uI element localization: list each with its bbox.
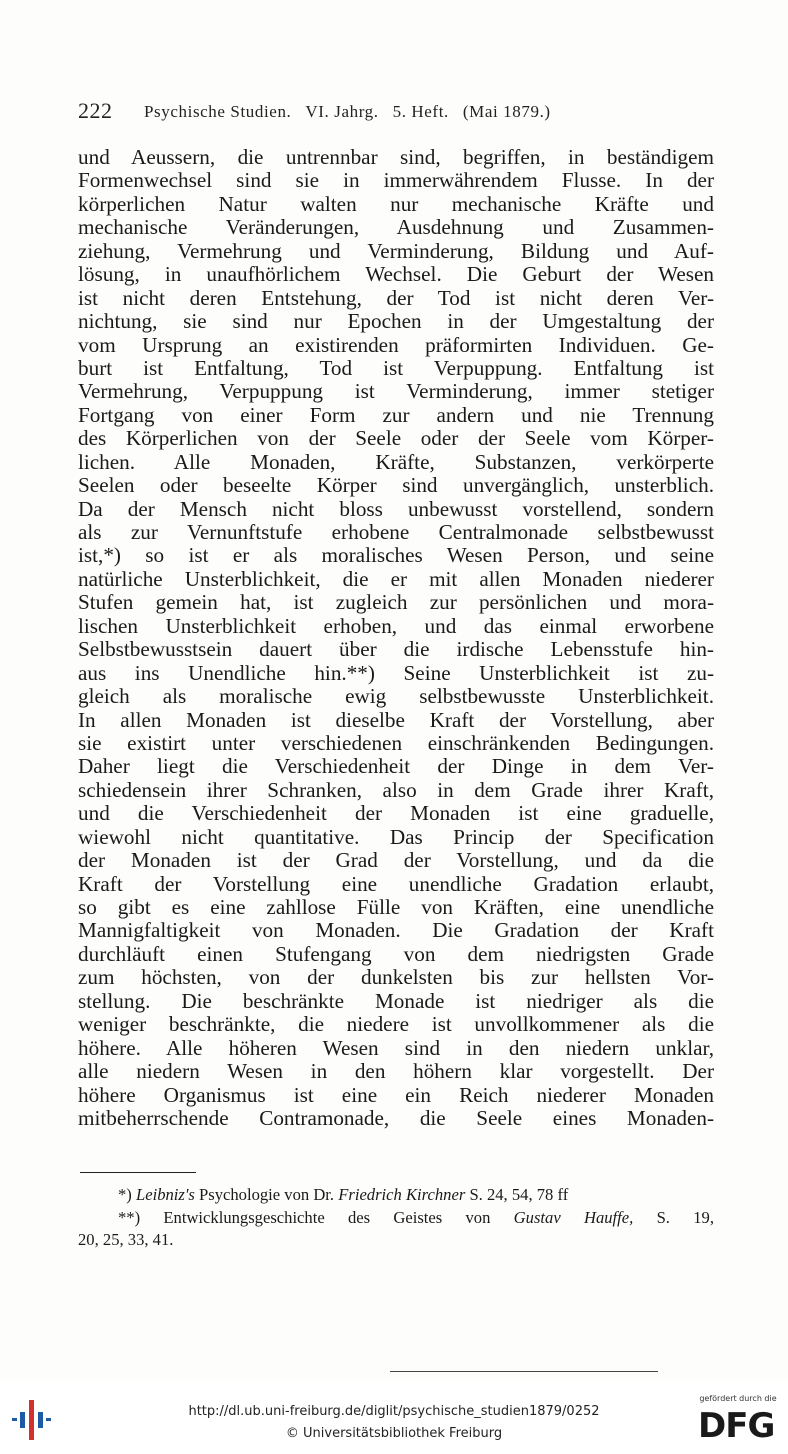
text-line: und Aeussern, die untrennbar sind, begriffen, in beständigem	[78, 145, 714, 169]
text-line: der Monaden ist der Grad der Vorstellung, und da die	[78, 848, 714, 873]
text-line: Daher liegt die Verschiedenheit der Dinge in dem Ver-	[78, 754, 714, 779]
text-line: Mannigfaltigkeit von Monaden. Die Gradation der Kraft	[78, 918, 714, 943]
text-line: burt ist Entfaltung, Tod ist Verpuppung. Entfaltung ist	[78, 355, 714, 380]
issue-label: 5. Heft.	[392, 102, 449, 121]
text-line: weniger beschränkte, die niedere ist unvollkommener als die	[78, 1012, 714, 1037]
text-line: Selbstbewusstsein dauert über die irdische Lebensstufe hin-	[78, 637, 714, 662]
text-line: Fortgang von einer Form zur andern und nie Trennung	[78, 402, 714, 427]
permalink-url[interactable]: http://dl.ub.uni-freiburg.de/diglit/psychische_studien1879/0252	[188, 1404, 600, 1419]
text-line: natürliche Unsterblichkeit, die er mit allen Monaden niederer	[78, 566, 714, 591]
text-line: zum höchsten, von der dunkelsten bis zur hellsten Vor-	[78, 965, 714, 990]
footnote-1-text: Psychologie von Dr.	[199, 1185, 335, 1204]
text-line: lischen Unsterblichkeit erhoben, und das einmal erworbene	[78, 613, 714, 638]
copyright-notice: © Universitätsbibliothek Freiburg	[285, 1426, 503, 1441]
text-line: ist nicht deren Entstehung, der Tod ist nicht deren Ver-	[78, 285, 714, 310]
text-line: Da der Mensch nicht bloss unbewusst vorstellend, sondern	[78, 496, 714, 521]
footnote-1-author: Leibniz's	[135, 1185, 195, 1204]
text-line: aus ins Unendliche hin.**) Seine Unsterblichkeit ist zu-	[78, 660, 714, 685]
footnote-2	[78, 1207, 714, 1230]
text-line: als zur Vernunftstufe erhobene Centralmonade selbstbewusst	[78, 520, 714, 544]
body-text	[78, 146, 714, 1130]
text-line: schiedensein ihrer Schranken, also in dem Grade ihrer Kraft,	[78, 777, 714, 802]
text-line: Stufen gemein hat, ist zugleich zur persönlichen und mora-	[78, 590, 714, 615]
text-line: sie existirt unter verschiedenen einschränkenden Bedingungen.	[78, 730, 714, 755]
footnotes	[78, 1184, 714, 1252]
dfg-logo	[696, 1394, 780, 1450]
running-title	[144, 102, 565, 122]
text-line: In allen Monaden ist dieselbe Kraft der Vorstellung, aber	[78, 707, 714, 732]
text-line: gleich als moralische ewig selbstbewusste Unsterblichkeit.	[78, 684, 714, 709]
text-line: Seelen oder beseelte Körper sind unvergänglich, unsterblich.	[78, 473, 714, 498]
text-line: stellung. Die beschränkte Monade ist niedriger als die	[78, 988, 714, 1013]
text-line: alle niedern Wesen in den höhern klar vorgestellt. Der	[78, 1059, 714, 1084]
running-header	[78, 98, 708, 128]
journal-title: Psychische Studien.	[144, 102, 292, 121]
text-line: ist,*) so ist er als moralisches Wesen Person, und seine	[78, 543, 714, 568]
page-edge-rule	[390, 1371, 658, 1372]
viewer-footer	[0, 1390, 788, 1454]
dfg-caption: gefördert durch die	[699, 1394, 777, 1403]
text-line: lösung, in unaufhörlichem Wechsel. Die Geburt der Wesen	[78, 262, 714, 287]
text-line: lichen. Alle Monaden, Kräfte, Substanzen, verkörperte	[78, 449, 714, 474]
text-line: so gibt es eine zahllose Fülle von Kräften, eine unendliche	[78, 895, 714, 919]
dfg-logo-mark: DFG	[698, 1406, 775, 1446]
text-line: wiewohl nicht quantitative. Das Princip der Specification	[78, 824, 714, 849]
text-line: körperlichen Natur walten nur mechanische Kräfte und	[78, 191, 714, 216]
text-line: ziehung, Vermehrung und Verminderung, Bildung und Auf-	[78, 238, 714, 263]
text-line: vom Ursprung an existirenden präformirten Individuen. Ge-	[78, 332, 714, 357]
footnote-1-name: Friedrich Kirchner	[338, 1185, 466, 1204]
page-number: 222	[78, 98, 113, 123]
issue-date: (Mai 1879.)	[462, 102, 551, 121]
text-line: höhere. Alle höheren Wesen sind in den niedern unklar,	[78, 1035, 714, 1060]
footnote-2-continuation: 20, 25, 33, 41.	[78, 1230, 174, 1249]
footnote-separator	[80, 1172, 196, 1173]
footnote-2-ref: S. 19,	[656, 1207, 714, 1227]
footnote-1-ref: S. 24, 54, 78 ff	[469, 1185, 569, 1204]
library-logo-icon	[12, 1398, 52, 1442]
footnote-1	[78, 1184, 714, 1207]
text-line: mitbeherrschende Contramonade, die Seele eines Monaden-	[78, 1105, 714, 1130]
text-line: Vermehrung, Verpuppung ist Verminderung, immer stetiger	[78, 379, 714, 404]
text-line: durchläuft einen Stufengang von dem niedrigsten Grade	[78, 941, 714, 966]
text-line: Kraft der Vorstellung eine unendliche Gradation erlaubt,	[78, 871, 714, 896]
text-line: mechanische Veränderungen, Ausdehnung und Zusammen-	[78, 215, 714, 240]
volume-label: VI. Jahrg.	[305, 102, 379, 121]
text-line: Formenwechsel sind sie in immerwährendem Flusse. In der	[78, 168, 714, 193]
footnote-1-mark: *)	[118, 1185, 132, 1204]
footnote-2-text: Entwicklungsgeschichte des Geistes von	[163, 1207, 491, 1227]
footnote-2-mark: **)	[118, 1207, 141, 1227]
text-line: und die Verschiedenheit der Monaden ist eine graduelle,	[78, 801, 714, 826]
footnote-2-name: Gustav Hauffe,	[513, 1207, 634, 1227]
text-line: höhere Organismus ist eine ein Reich niederer Monaden	[78, 1082, 714, 1107]
text-line: des Körperlichen von der Seele oder der Seele vom Körper-	[78, 426, 714, 451]
text-line: nichtung, sie sind nur Epochen in der Umgestaltung der	[78, 309, 714, 334]
